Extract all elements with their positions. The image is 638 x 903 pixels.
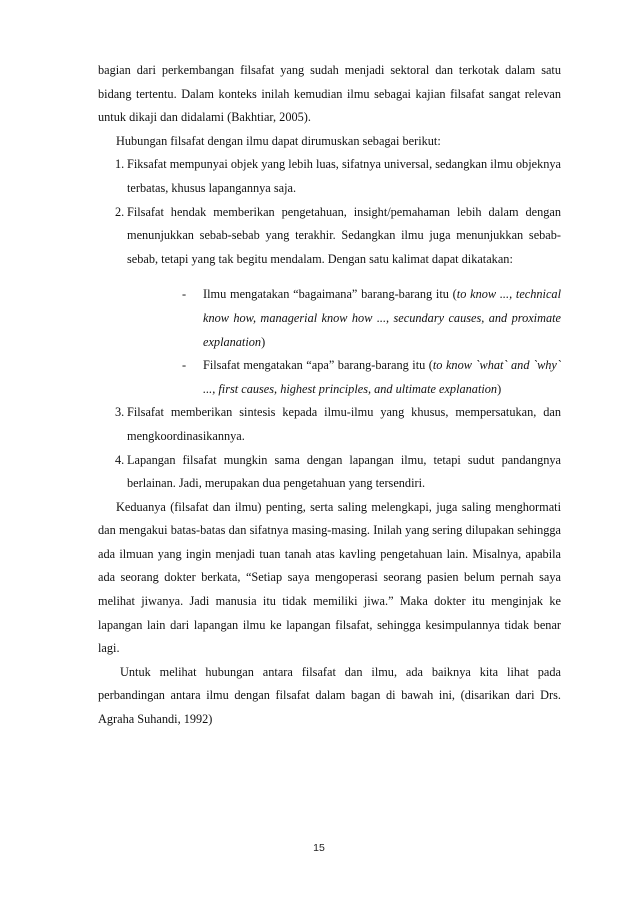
sublist-italic-text: to know `what` and `why` ..., first causes, highest principles, and ultimate explanation <box>203 358 561 396</box>
sublist-italic-text: to know ..., technical know how, managerial know how ..., secundary causes, and proximate explanation <box>203 287 561 349</box>
list-item <box>98 153 561 200</box>
list-item-text: Filsafat memberikan sintesis kepada ilmu-ilmu yang khusus, mempersatukan, dan mengkoordinasikannya. <box>127 405 561 443</box>
list-item <box>98 201 561 402</box>
page-number: 15 <box>313 842 325 854</box>
list-item <box>98 449 561 496</box>
list-number: 2. <box>115 204 125 219</box>
paragraph-intro: bagian dari perkembangan filsafat yang sudah menjadi sektoral dan terkotak dalam satu bidang tertentu. Dalam konteks inilah kemudian ilmu sebagai kajian filsafat sangat relevan untuk dikaji dan didalami (Bakhtiar, 2005). <box>98 63 561 125</box>
paragraph-complement: Keduanya (filsafat dan ilmu) penting, serta saling melengkapi, juga saling menghormati dan mengakui batas-batas dan sifatnya masing-masing. Inilah yang sering dilupakan sehingga ada ilmuan yang ingin menjadi tuan tanah atas kavling pengetahuan lain. Misalnya, apabila ada seorang dokter berkata, “Setiap saya mengoperasi seorang pasien belum pernah saya melihat jiwanya. Jadi manusia itu tidak memiliki jiwa.” Maka dokter itu menginjak ke lapangan lain dari lapangan ilmu ke lapangan filsafat, sehingga kesimpulannya tidak benar lagi. <box>98 499 561 656</box>
list-item <box>98 401 561 448</box>
sublist-text: Ilmu mengatakan “bagaimana” barang-barang itu ( <box>203 287 457 302</box>
paragraph-relation-heading: Hubungan filsafat dengan ilmu dapat dirumuskan sebagai berikut: <box>116 133 441 148</box>
dash-marker: - <box>182 358 187 373</box>
sublist-item <box>127 354 561 401</box>
dash-marker: - <box>182 287 187 302</box>
list-number: 1. <box>115 157 125 172</box>
sublist-end: ) <box>497 381 502 396</box>
sublist-item <box>127 283 561 354</box>
list-item-text: Filsafat hendak memberikan pengetahuan, insight/pemahaman lebih dalam dengan menunjukkan sebab-sebab yang terakhir. Sedangkan ilmu juga menunjukkan sebab-sebab, tetapi yang tak begitu mendalam. Dengan satu kalimat dapat dikatakan: <box>127 204 561 266</box>
sublist-text: Filsafat mengatakan “apa” barang-barang itu ( <box>203 358 433 373</box>
sublist-end: ) <box>261 334 266 349</box>
list-number: 3. <box>115 405 125 420</box>
paragraph-comparison: Untuk melihat hubungan antara filsafat dan ilmu, ada baiknya kita lihat pada perbandingan antara ilmu dengan filsafat dalam bagan di bawah ini, (disarikan dari Drs. Agraha Suhandi, 1992) <box>98 664 561 727</box>
relation-list <box>98 153 561 495</box>
list-item-text: Lapangan filsafat mungkin sama dengan lapangan ilmu, tetapi sudut pandangnya berlainan. Jadi, merupakan dua pengetahuan yang tersendiri. <box>127 452 561 491</box>
list-item-text: Fiksafat mempunyai objek yang lebih luas, sifatnya universal, sedangkan ilmu objeknya terbatas, khusus lapangannya saja. <box>127 157 561 195</box>
list-number: 4. <box>115 452 125 467</box>
page-body <box>98 59 561 732</box>
comparison-sublist <box>127 283 561 401</box>
